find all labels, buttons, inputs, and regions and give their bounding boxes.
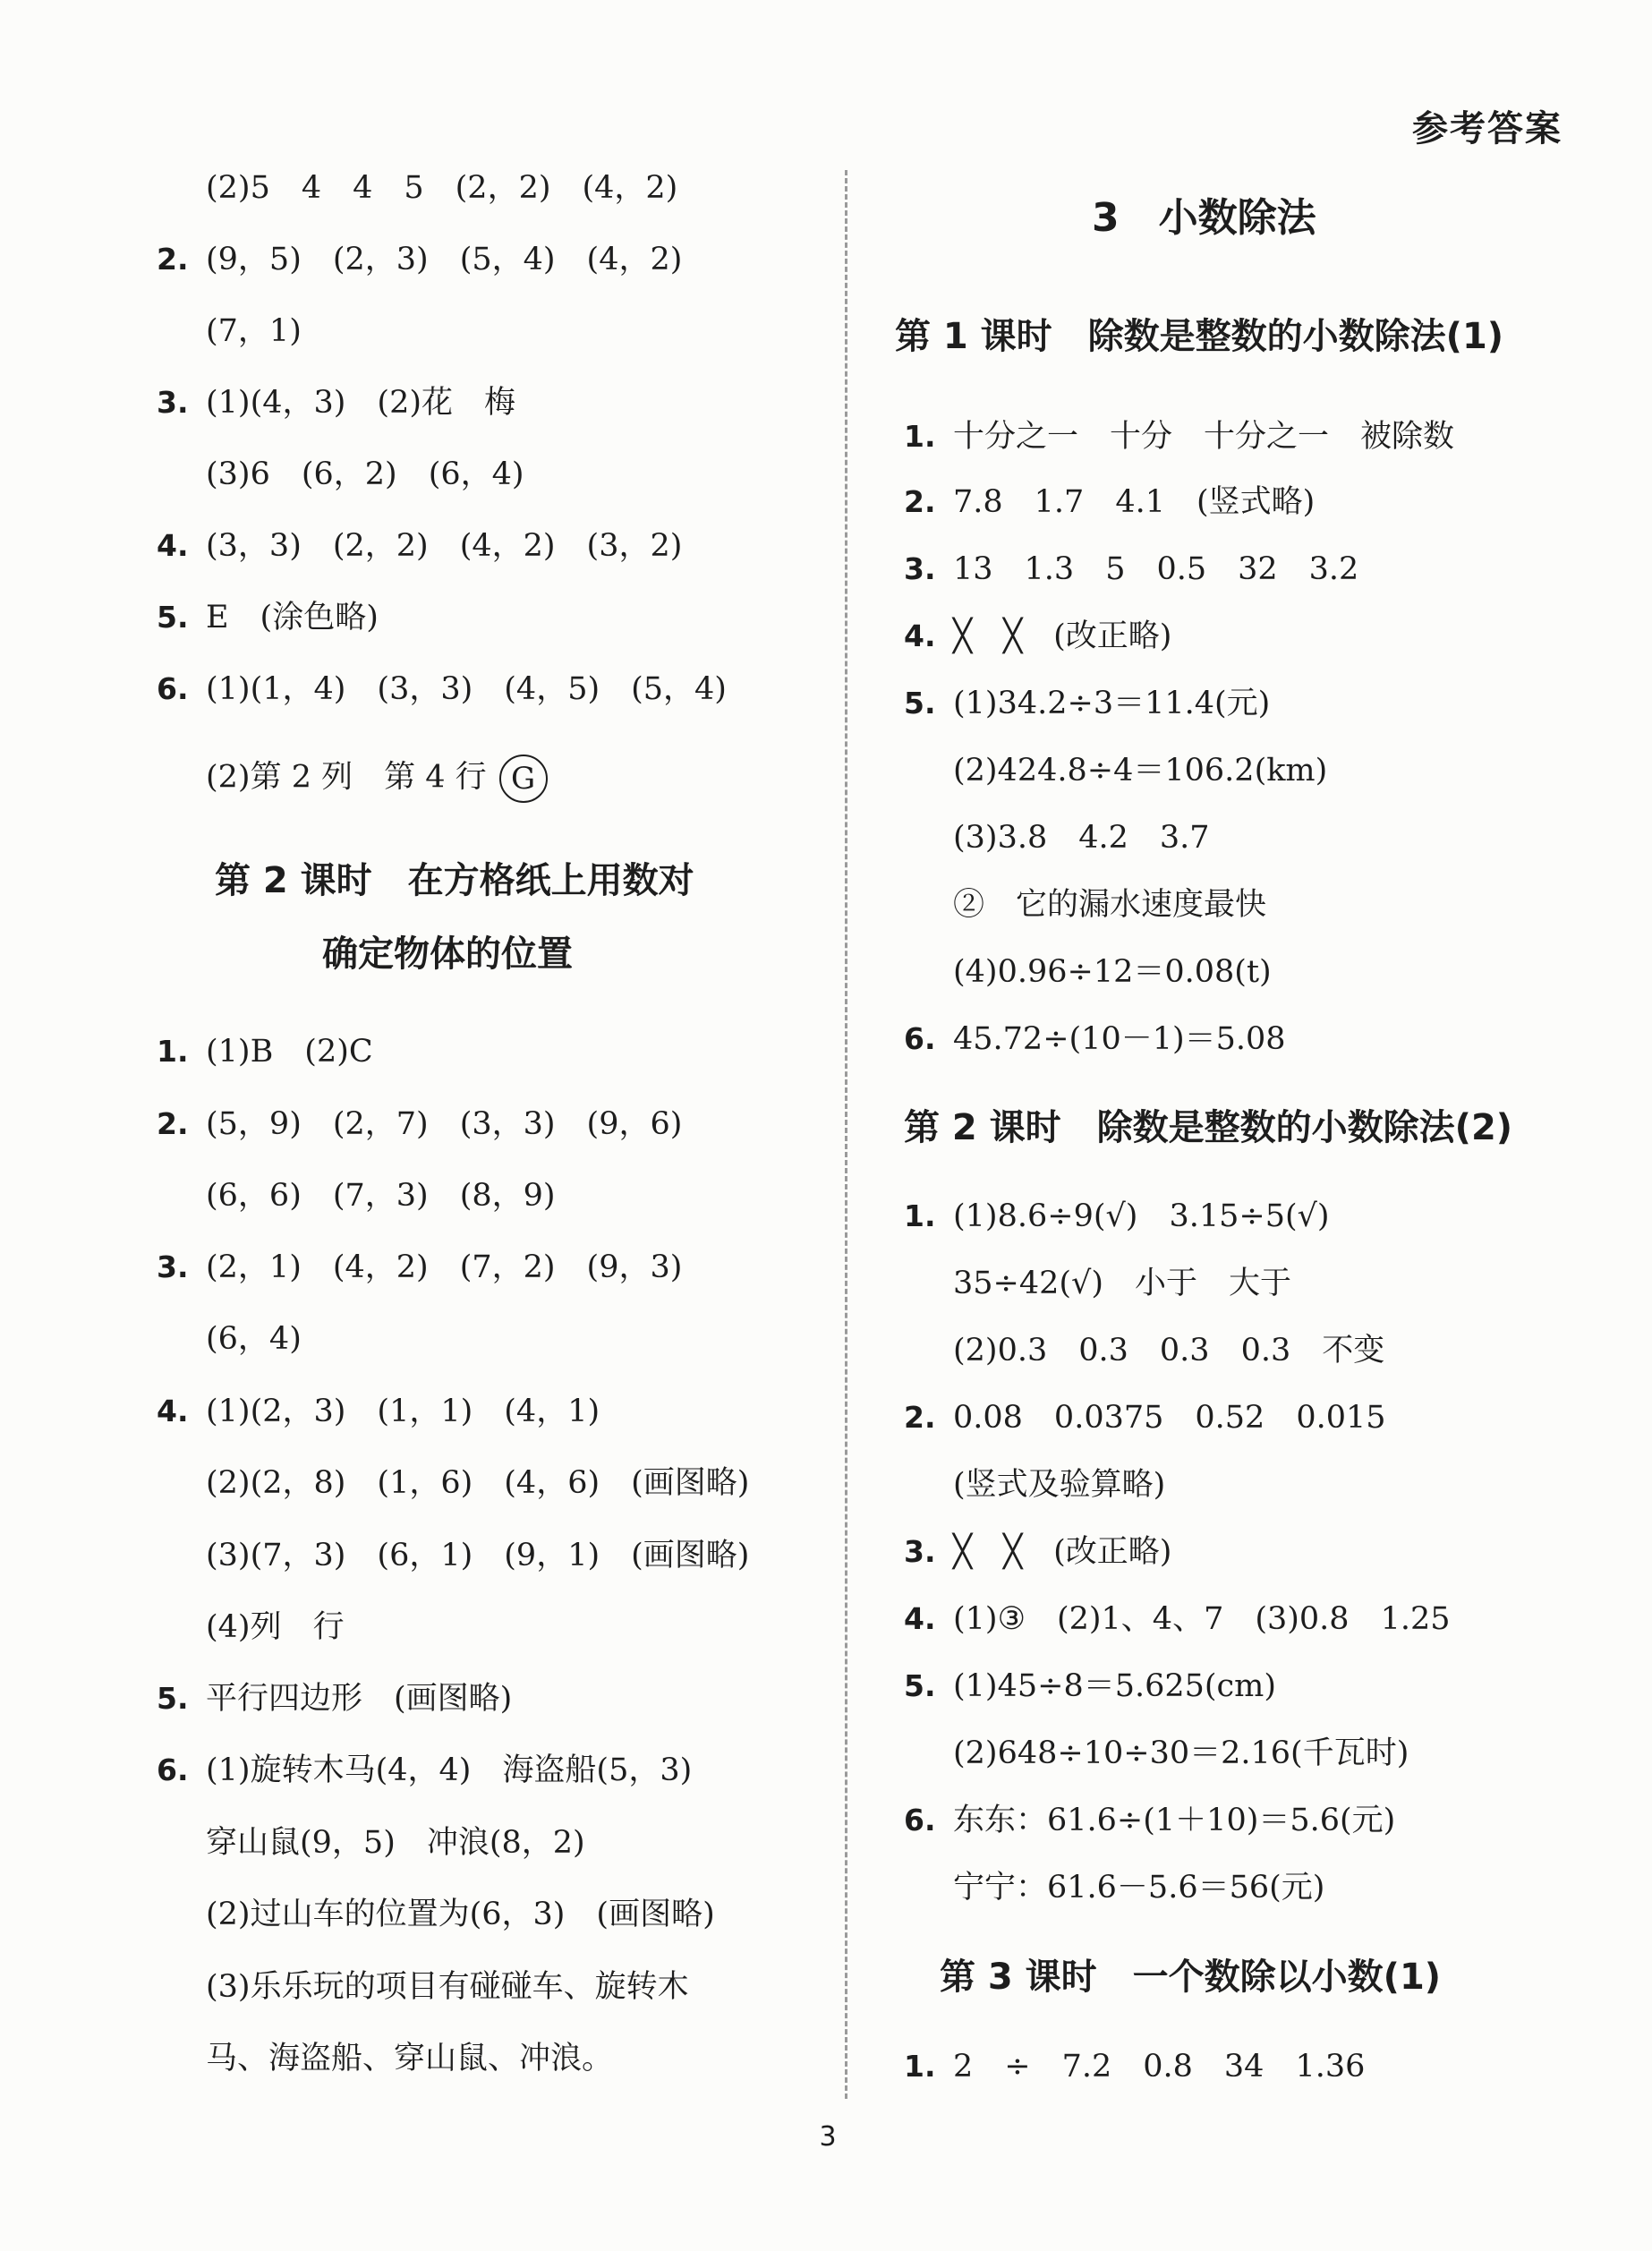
answer-line: 宁宁：61.6－5.6＝56(元) [953,1870,1325,1906]
answer-line: 穿山鼠(9，5) 冲浪(8，2) [206,1825,585,1861]
item-number: 4. [157,528,189,563]
answer-line: 马、海盗船、穿山鼠、冲浪。 [206,2041,614,2076]
item-number: 5. [904,1668,936,1703]
item-number: 4. [904,618,936,653]
answer-line: (6，4) [206,1321,302,1357]
item-number: 3. [904,551,936,586]
column-divider [845,170,847,2099]
item-number: 5. [904,686,936,720]
answer-line: (2)424.8÷4＝106.2(km) [953,753,1328,789]
answer-line: (4)列 行 [206,1609,345,1645]
answer-line: ② 它的漏水速度最快 [953,887,1267,923]
item-number: 4. [157,1394,189,1428]
answer-line: 3. (2，1) (4，2) (7，2) (9，3) [157,1249,683,1285]
answer-line: 35÷42(√) 小于 大于 [953,1266,1292,1301]
answer-line: 1. 十分之一 十分 十分之一 被除数 [904,419,1455,455]
item-number: 5. [157,1681,189,1716]
answer-line: (2)5 4 4 5 (2，2) (4，2) [206,170,678,206]
item-number: 6. [157,1752,189,1787]
answer-line: 5. (1)34.2÷3＝11.4(元) [904,686,1271,721]
answer-line: 6. (1)(1，4) (3，3) (4，5) (5，4) [157,671,727,707]
item-number: 1. [904,2049,936,2084]
answer-line: 2. 0.08 0.0375 0.52 0.015 [904,1400,1386,1436]
unit-title: 3 小数除法 [1092,195,1316,241]
answer-line: (6，6) (7，3) (8，9) [206,1178,556,1214]
answer-line: 5. (1)45÷8＝5.625(cm) [904,1668,1277,1704]
answer-line: (3)3.8 4.2 3.7 [953,820,1210,856]
answer-line: 6. 45.72÷(10－1)＝5.08 [904,1021,1286,1057]
answer-line: (2)648÷10÷30＝2.16(千瓦时) [953,1735,1409,1771]
item-number: 6. [157,671,189,706]
item-number: 3. [904,1534,936,1569]
answer-line: (2)0.3 0.3 0.3 0.3 不变 [953,1333,1385,1369]
answer-line: 2. (5，9) (2，7) (3，3) (9，6) [157,1106,683,1142]
answer-line: (3)乐乐玩的项目有碰碰车、旋转木 [206,1969,689,2005]
answer-line: 3. 13 1.3 5 0.5 32 3.2 [904,551,1359,587]
answer-line: 5. 平行四边形 (画图略) [157,1681,513,1717]
answer-line: 3. ╳ ╳ (改正略) [904,1534,1172,1570]
item-number: 1. [157,1034,189,1069]
item-number: 3. [157,1249,189,1284]
answer-line: 1. 2 ÷ 7.2 0.8 34 1.36 [904,2049,1366,2085]
item-number: 2. [157,1106,189,1141]
answer-line: 6. (1)旋转木马(4，4) 海盗船(5，3) [157,1752,693,1788]
answer-line: 6. 东东：61.6÷(1＋10)＝5.6(元) [904,1803,1396,1838]
lesson-heading-line2: 确定物体的位置 [322,934,573,975]
page-number: 3 [819,2121,837,2153]
item-number: 3. [157,385,189,420]
lesson-heading: 第 2 课时 在方格纸上用数对 [215,860,694,901]
answer-line: (2)过山车的位置为(6，3) (画图略) [206,1897,715,1932]
answer-line: 4. ╳ ╳ (改正略) [904,618,1172,654]
answer-line: 5. E (涂色略) [157,600,379,635]
item-number: 1. [904,419,936,454]
page-header: 参考答案 [1412,108,1563,149]
answer-line: (2)第 2 列 第 4 行 G [206,755,548,803]
item-number: 4. [904,1601,936,1636]
item-number: 5. [157,600,189,635]
circled-letter: G [499,755,548,803]
answer-line: 1. (1)8.6÷9(√) 3.15÷5(√) [904,1198,1330,1234]
item-number: 6. [904,1803,936,1837]
answer-line: 2. 7.8 1.7 4.1 (竖式略) [904,484,1316,520]
answer-line: 4. (1)(2，3) (1，1) (4，1) [157,1394,600,1429]
answer-line: 4. (3，3) (2，2) (4，2) (3，2) [157,528,683,564]
lesson-heading: 第 2 课时 除数是整数的小数除法(2) [904,1107,1513,1148]
answer-line: 1. (1)B (2)C [157,1034,373,1070]
answer-line: (竖式及验算略) [953,1467,1166,1503]
answer-line: 2. (9，5) (2，3) (5，4) (4，2) [157,242,683,277]
answer-line: 3. (1)(4，3) (2)花 梅 [157,385,516,421]
answer-line: 4. (1)③ (2)1、4、7 (3)0.8 1.25 [904,1601,1451,1637]
answer-line: (3)6 (6，2) (6，4) [206,456,524,492]
item-number: 1. [904,1198,936,1233]
lesson-heading: 第 3 课时 一个数除以小数(1) [940,1957,1442,1998]
lesson-heading: 第 1 课时 除数是整数的小数除法(1) [895,316,1504,357]
answer-line: (4)0.96÷12＝0.08(t) [953,954,1272,990]
answer-line: (2)(2，8) (1，6) (4，6) (画图略) [206,1465,750,1501]
item-number: 2. [157,242,189,277]
answer-line: (7，1) [206,313,302,349]
item-number: 6. [904,1021,936,1056]
answer-line: (3)(7，3) (6，1) (9，1) (画图略) [206,1538,750,1573]
item-number: 2. [904,1400,936,1435]
item-number: 2. [904,484,936,519]
